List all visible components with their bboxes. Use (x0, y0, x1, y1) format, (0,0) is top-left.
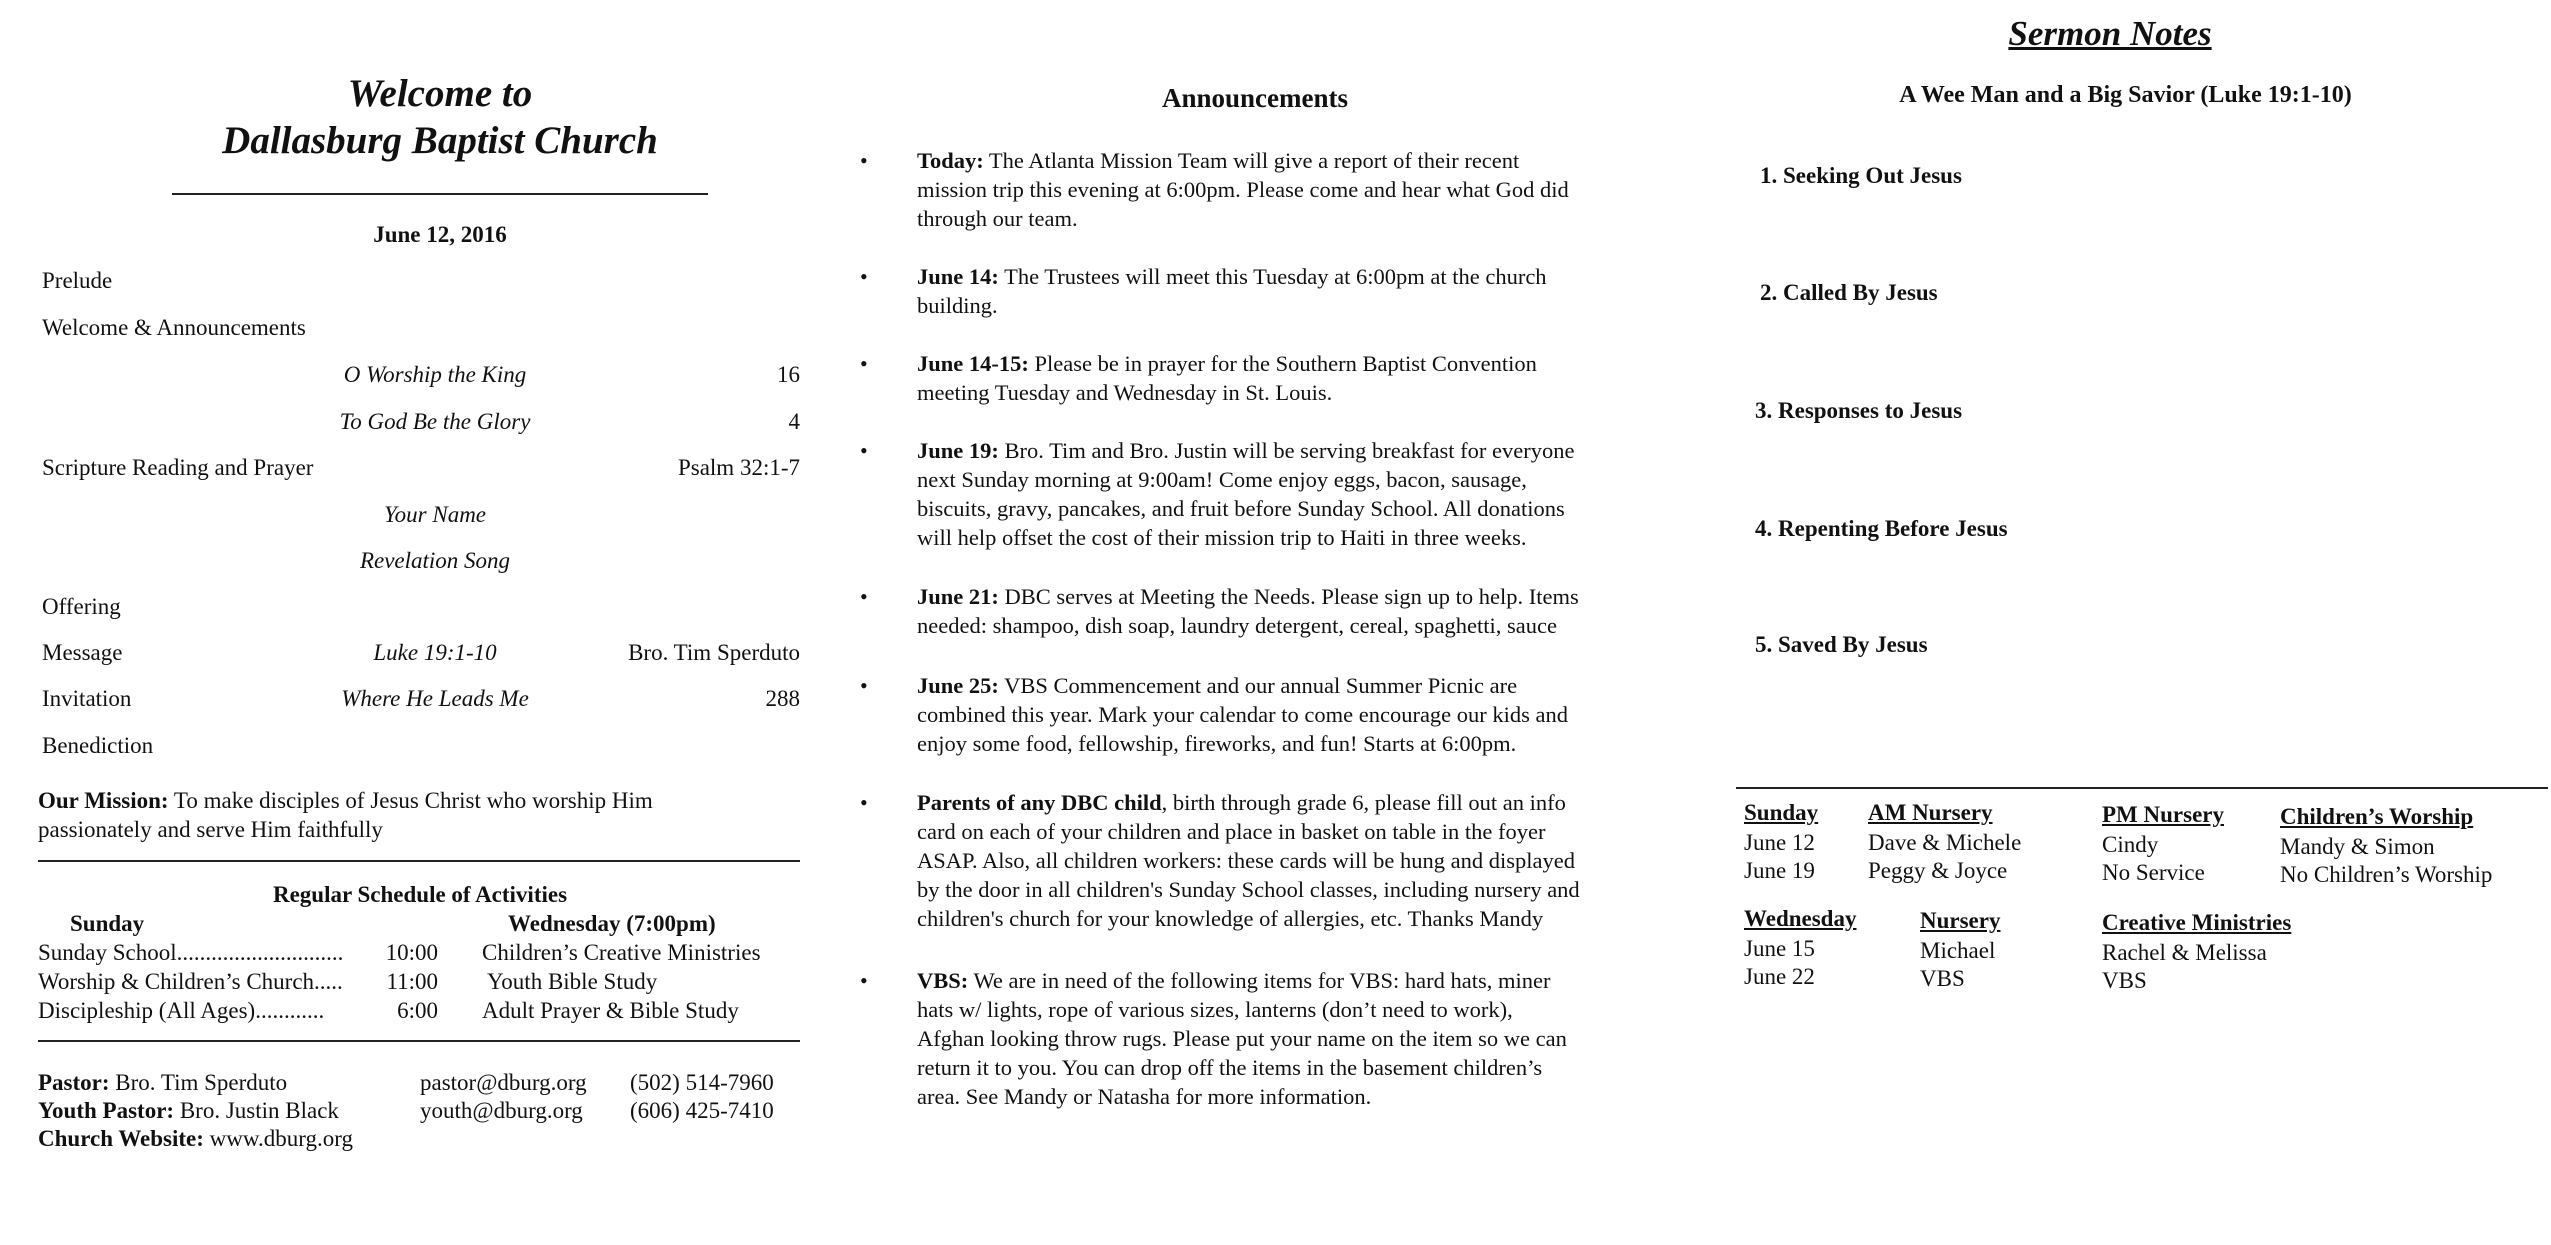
order-item-ref: Bro. Tim Sperduto (628, 640, 800, 665)
order-row (0, 360, 830, 392)
sermon-notes-panel (1700, 0, 2551, 1245)
announcement-item (860, 582, 1660, 640)
pastor-line (38, 1068, 287, 1097)
youth-phone: (606) 425-7410 (630, 1098, 774, 1123)
mission-statement (38, 786, 818, 844)
mission-label: Our Mission: (38, 788, 169, 813)
announcement-line (917, 204, 1657, 233)
announcement-line-text: biscuits, gravy, pancakes, and fruit before Sunday School. All donations (917, 496, 1565, 521)
schedule-sunday-time: 6:00 (397, 998, 438, 1023)
announcement-line (917, 966, 1657, 995)
creative-ministries-workers: Rachel & Melissa (2102, 940, 2267, 965)
announcement-line (917, 291, 1657, 320)
order-row (0, 638, 830, 670)
announcement-line-text: ASAP. Also, all children workers: these cards will be hung and displayed (917, 848, 1576, 873)
pm-nursery-workers: Cindy (2102, 832, 2159, 857)
divider (172, 193, 708, 195)
pm-nursery-workers: No Service (2102, 860, 2205, 885)
welcome-title-line1: Welcome to (347, 72, 533, 115)
schedule-sunday-head: Sunday (70, 911, 145, 936)
announcement-line-text: The Atlanta Mission Team will give a report of their recent (988, 148, 1520, 173)
announcement-text (917, 349, 1657, 407)
creative-ministries-workers: VBS (2102, 968, 2147, 993)
announcement-line-text: next Sunday morning at 9:00am! Come enjoy eggs, bacon, sausage, (917, 467, 1527, 492)
announcement-line-text: , birth through grade 6, please fill out an info (1161, 790, 1566, 815)
pm-nursery-head: PM Nursery (2102, 802, 2224, 827)
announcement-line-text: mission trip this evening at 6:00pm. Please come and hear what God did (917, 177, 1569, 202)
announcement-line (917, 378, 1657, 407)
announcement-line (917, 788, 1657, 817)
order-row (0, 313, 830, 345)
announcement-item (860, 146, 1660, 233)
am-nursery-head: AM Nursery (1868, 800, 1993, 825)
announcement-line (917, 995, 1657, 1024)
order-of-worship-panel (0, 0, 830, 1245)
wednesday-nursery-head: Nursery (1920, 908, 2001, 933)
youth-email[interactable]: youth@dburg.org (420, 1098, 583, 1123)
announcement-line-text: meeting Tuesday and Wednesday in St. Louis. (917, 380, 1333, 405)
sermon-point: 1. Seeking Out Jesus (1760, 163, 1962, 188)
announcement-lead: Parents of any DBC child (917, 790, 1162, 815)
announcement-line (917, 904, 1657, 933)
announcement-line (917, 494, 1657, 523)
announcement-line-text: VBS Commencement and our annual Summer Picnic are (1004, 673, 1518, 698)
order-item-label: Benediction (42, 733, 154, 758)
announcement-line (917, 1082, 1657, 1111)
website-label: Church Website: (38, 1126, 204, 1151)
order-item-label: Message (42, 640, 123, 665)
announcement-line-text: will help offset the cost of their mission trip to Haiti in three weeks. (917, 525, 1527, 550)
announcement-line (917, 262, 1657, 291)
divider (38, 860, 800, 862)
order-item-ref: 4 (788, 409, 800, 434)
announcement-line-text: building. (917, 293, 998, 318)
order-item-title: To God Be the Glory (339, 409, 531, 434)
announcement-line-text: We are in need of the following items for VBS: hard hats, miner (973, 968, 1551, 993)
announcement-line-text: enjoy some food, fellowship, fireworks, and fun! Starts at 6:00pm. (917, 731, 1517, 756)
announcement-item (860, 349, 1660, 407)
mission-text-1: To make disciples of Jesus Christ who worship Him (173, 788, 653, 813)
schedule-sunday-time: 11:00 (386, 969, 438, 994)
announcement-lead: June 19: (917, 438, 999, 463)
announcement-text (917, 146, 1657, 233)
youth-pastor-name: Bro. Justin Black (179, 1098, 339, 1123)
order-item-label: Invitation (42, 686, 132, 711)
announcement-line (917, 1053, 1657, 1082)
announcement-item (860, 788, 1660, 933)
announcement-lead: June 14: (917, 264, 999, 289)
announcement-line-text: combined this year. Mark your calendar to come encourage our kids and (917, 702, 1569, 727)
announcement-line (917, 846, 1657, 875)
order-item-title: O Worship the King (343, 362, 527, 387)
announcement-line (917, 729, 1657, 758)
announcement-line-text: Afghan looking throw rugs. Please put your name on the item so we can (917, 1026, 1567, 1051)
announcements-panel (830, 0, 1680, 1245)
announcement-item (860, 436, 1660, 552)
announcement-line (917, 611, 1657, 640)
announcements-title: Announcements (1161, 83, 1349, 113)
divider (38, 1040, 800, 1042)
welcome-title-line2: Dallasburg Baptist Church (222, 119, 658, 162)
announcement-line-text: Please be in prayer for the Southern Baptist Convention (1034, 351, 1537, 376)
wednesday-nursery-workers: VBS (1920, 966, 1965, 991)
childrens-worship-head: Children’s Worship (2280, 804, 2474, 829)
order-row (0, 592, 830, 624)
schedule-title: Regular Schedule of Activities (272, 882, 568, 907)
announcement-text (917, 671, 1657, 758)
youth-pastor-line (38, 1096, 339, 1125)
announcement-line-text: needed: shampoo, dish soap, laundry detergent, cereal, spaghetti, sauce (917, 613, 1557, 638)
bullet-icon: • (860, 438, 868, 463)
schedule-sunday-time: 10:00 (385, 940, 438, 965)
announcement-lead: Today: (917, 148, 984, 173)
pastor-phone: (502) 514-7960 (630, 1070, 774, 1095)
announcement-line (917, 465, 1657, 494)
schedule-wednesday-head: Wednesday (7:00pm) (508, 911, 716, 936)
order-item-label: Scripture Reading and Prayer (42, 455, 314, 480)
bullet-icon: • (860, 264, 868, 289)
creative-ministries-head: Creative Ministries (2102, 910, 2292, 935)
sermon-point: 2. Called By Jesus (1760, 280, 1938, 305)
announcement-line (917, 700, 1657, 729)
order-item-ref: 288 (765, 686, 800, 711)
order-item-title: Revelation Song (359, 548, 511, 573)
announcement-line-text: hats w/ lights, rope of various sizes, lanterns (don’t need to work), (917, 997, 1513, 1022)
order-row (0, 546, 830, 578)
youth-pastor-label: Youth Pastor: (38, 1098, 175, 1123)
am-nursery-workers: Peggy & Joyce (1868, 858, 2008, 883)
pastor-email[interactable]: pastor@dburg.org (420, 1070, 587, 1095)
schedule-wednesday-item: Children’s Creative Ministries (482, 940, 761, 965)
announcement-item (860, 262, 1660, 320)
nursery-date: June 15 (1744, 936, 1815, 961)
order-row (0, 266, 830, 298)
announcement-item (860, 966, 1660, 1111)
order-item-title: Your Name (383, 502, 487, 527)
mission-text-2: passionately and serve Him faithfully (38, 817, 383, 842)
sermon-point: 5. Saved By Jesus (1755, 632, 1928, 657)
announcement-line (917, 349, 1657, 378)
childrens-worship-workers: Mandy & Simon (2280, 834, 2435, 859)
nursery-date: June 22 (1744, 964, 1815, 989)
order-row (0, 407, 830, 439)
sermon-notes-title: Sermon Notes (2008, 14, 2212, 53)
order-row (0, 731, 830, 763)
announcement-line-text: area. See Mandy or Natasha for more information. (917, 1084, 1372, 1109)
order-item-label: Prelude (42, 268, 113, 293)
order-item-ref: Psalm 32:1-7 (677, 455, 800, 480)
announcement-text (917, 788, 1657, 933)
am-nursery-workers: Dave & Michele (1868, 830, 2022, 855)
announcement-item (860, 671, 1660, 758)
service-date: June 12, 2016 (373, 222, 507, 247)
schedule-sunday-item: Worship & Children’s Church..... (38, 969, 343, 994)
website-link[interactable]: www.dburg.org (209, 1126, 353, 1151)
announcement-line-text: Bro. Tim and Bro. Justin will be serving breakfast for everyone (1004, 438, 1575, 463)
sermon-subtitle: A Wee Man and a Big Savior (Luke 19:1-10) (1899, 82, 2352, 108)
bullet-icon: • (860, 790, 868, 815)
schedule-sunday-item: Sunday School............................. (38, 940, 344, 965)
announcement-line-text: card on each of your children and place in basket on table in the foyer (917, 819, 1546, 844)
announcement-text (917, 966, 1657, 1111)
bullet-icon: • (860, 968, 868, 993)
announcement-line-text: children's church for your knowledge of allergies, etc. Thanks Mandy (917, 906, 1544, 931)
website-line (38, 1124, 353, 1153)
announcement-line (917, 582, 1657, 611)
order-item-title: Luke 19:1-10 (373, 640, 497, 665)
bullet-icon: • (860, 148, 868, 173)
divider (1736, 787, 2548, 789)
schedule-sunday-item: Discipleship (All Ages)............ (38, 998, 325, 1023)
announcement-line-text: return it to you. You can drop off the items in the basement children’s (917, 1055, 1543, 1080)
pastor-name: Bro. Tim Sperduto (115, 1070, 288, 1095)
announcement-line (917, 671, 1657, 700)
announcement-lead: June 25: (917, 673, 999, 698)
bullet-icon: • (860, 351, 868, 376)
announcement-line (917, 436, 1657, 465)
order-item-ref: 16 (777, 362, 800, 387)
announcement-lead: June 21: (917, 584, 999, 609)
announcement-text (917, 436, 1657, 552)
order-row (0, 684, 830, 716)
order-item-label: Offering (42, 594, 121, 619)
nursery-date: June 12 (1744, 830, 1815, 855)
schedule-wednesday-item: Adult Prayer & Bible Study (482, 998, 739, 1023)
order-item-title: Where He Leads Me (341, 686, 529, 711)
childrens-worship-workers: No Children’s Worship (2280, 862, 2493, 887)
announcement-line (917, 523, 1657, 552)
nursery-date: June 19 (1744, 858, 1815, 883)
announcement-line (917, 175, 1657, 204)
announcement-line (917, 875, 1657, 904)
sermon-point: 4. Repenting Before Jesus (1755, 516, 2008, 541)
announcement-text (917, 262, 1657, 320)
nursery-sunday-head: Sunday (1744, 800, 1819, 825)
order-row (0, 500, 830, 532)
order-item-label: Welcome & Announcements (42, 315, 306, 340)
wednesday-nursery-workers: Michael (1920, 938, 1996, 963)
pastor-label: Pastor: (38, 1070, 110, 1095)
announcement-line (917, 1024, 1657, 1053)
order-row (0, 453, 830, 485)
bullet-icon: • (860, 673, 868, 698)
announcement-line-text: The Trustees will meet this Tuesday at 6:00pm at the church (1004, 264, 1547, 289)
announcement-line-text: by the door in all children's Sunday School classes, including nursery and (917, 877, 1580, 902)
nursery-wednesday-head: Wednesday (1744, 906, 1857, 931)
announcement-lead: VBS: (917, 968, 969, 993)
announcement-lead: June 14-15: (917, 351, 1029, 376)
announcement-line (917, 817, 1657, 846)
announcement-line-text: through our team. (917, 206, 1078, 231)
bullet-icon: • (860, 584, 868, 609)
announcement-text (917, 582, 1657, 640)
announcement-line (917, 146, 1657, 175)
announcement-line-text: DBC serves at Meeting the Needs. Please sign up to help. Items (1004, 584, 1579, 609)
sermon-point: 3. Responses to Jesus (1755, 398, 1963, 423)
schedule-wednesday-item: Youth Bible Study (487, 969, 658, 994)
